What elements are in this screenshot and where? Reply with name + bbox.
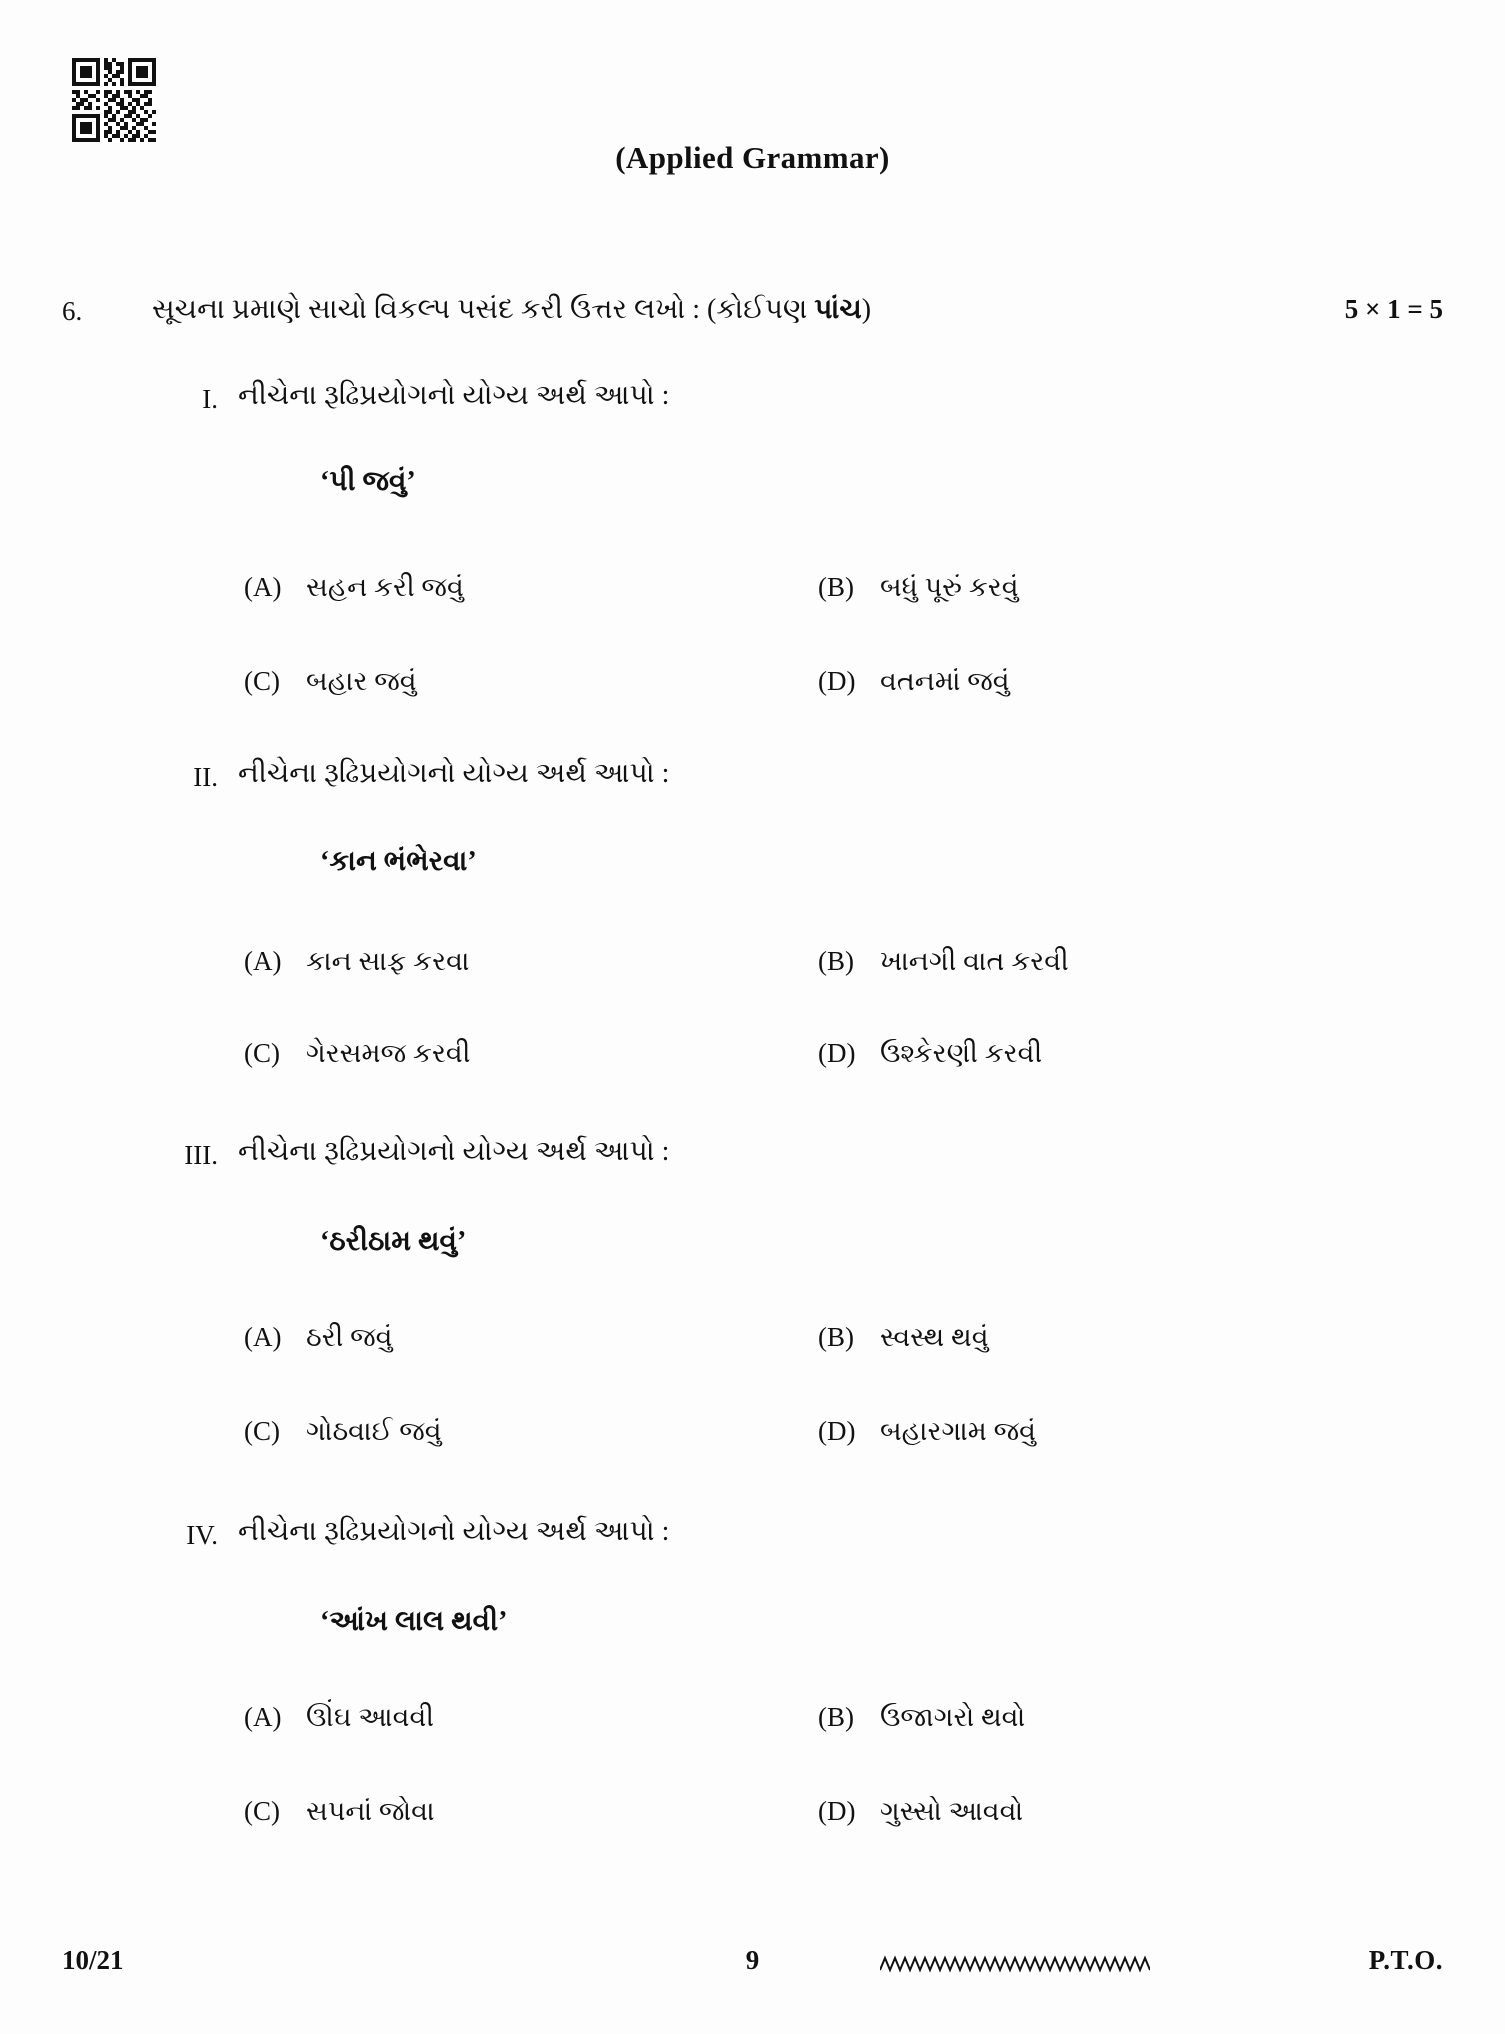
option-a-tag: (A) xyxy=(244,572,282,602)
option-c-tag: (C) xyxy=(244,1416,280,1446)
option-b[interactable] xyxy=(818,1702,1025,1734)
option-b-tag: (B) xyxy=(818,946,854,976)
option-b[interactable] xyxy=(818,572,1019,604)
question-marks: 5 × 1 = 5 xyxy=(1344,294,1443,324)
sub-question-idiom: ‘કાન ભંભેરવા’ xyxy=(320,846,477,877)
option-d-label: બહારગામ જવું xyxy=(880,1416,1036,1446)
option-a[interactable] xyxy=(244,1702,434,1734)
sub-question-idiom: ‘આંખ લાલ થવી’ xyxy=(320,1606,508,1637)
option-b[interactable] xyxy=(818,1322,989,1354)
option-a-tag: (A) xyxy=(244,1702,282,1732)
question-instruction-pre: સૂચના પ્રમાણે સાચો વિકલ્પ પસંદ કરી ઉત્તર લખો : (કોઈપણ xyxy=(152,294,815,325)
sub-question-roman: II. xyxy=(193,762,218,792)
option-a-tag: (A) xyxy=(244,946,282,976)
option-c-label: ગેરસમજ કરવી xyxy=(306,1038,471,1068)
section-title: (Applied Grammar) xyxy=(615,140,890,175)
sub-question-roman: I. xyxy=(202,384,218,414)
option-b-tag: (B) xyxy=(818,1702,854,1732)
option-c[interactable] xyxy=(244,1416,442,1448)
sub-question-prompt: નીચેના રૂઢિપ્રયોગનો યોગ્ય અર્થ આપો : xyxy=(238,758,670,789)
option-a[interactable] xyxy=(244,572,464,604)
option-a[interactable] xyxy=(244,1322,393,1354)
option-d-label: ગુસ્સો આવવો xyxy=(880,1796,1024,1826)
option-b-label: બધું પૂરું કરવું xyxy=(880,572,1019,602)
sub-question-prompt: નીચેના રૂઢિપ્રયોગનો યોગ્ય અર્થ આપો : xyxy=(238,1516,670,1547)
option-a-tag: (A) xyxy=(244,1322,282,1352)
question-instruction-post: ) xyxy=(861,294,872,325)
option-c[interactable] xyxy=(244,1038,470,1070)
question-instruction xyxy=(152,292,871,327)
sub-question-roman: III. xyxy=(184,1140,218,1170)
option-c-tag: (C) xyxy=(244,666,280,696)
option-d-tag: (D) xyxy=(818,1038,856,1068)
option-d-tag: (D) xyxy=(818,1416,856,1446)
option-d[interactable] xyxy=(818,1796,1023,1828)
option-c-label: બહાર જવું xyxy=(306,666,417,696)
question-number: 6. xyxy=(62,296,83,326)
option-b[interactable] xyxy=(818,946,1069,978)
turn-over-label: P.T.O. xyxy=(1368,1945,1443,1975)
paper-code: 10/21 xyxy=(62,1945,124,1975)
option-c-label: સપનાં જોવા xyxy=(306,1796,435,1826)
option-d[interactable] xyxy=(818,1416,1036,1448)
option-d-tag: (D) xyxy=(818,1796,856,1826)
zigzag-rule-icon xyxy=(880,1952,1150,1978)
option-a-label: ઊંઘ આવવી xyxy=(306,1702,435,1732)
qr-code-icon xyxy=(72,58,156,142)
option-a-label: ઠરી જવું xyxy=(306,1322,393,1352)
option-b-tag: (B) xyxy=(818,572,854,602)
option-d-label: વતનમાં જવું xyxy=(880,666,1010,696)
option-a[interactable] xyxy=(244,946,470,978)
option-d[interactable] xyxy=(818,666,1010,698)
option-d-tag: (D) xyxy=(818,666,856,696)
page-number: 9 xyxy=(745,1945,760,1975)
sub-question-idiom: ‘ઠરીઠામ થવું’ xyxy=(320,1226,467,1257)
option-b-label: સ્વસ્થ થવું xyxy=(880,1322,989,1352)
option-d-label: ઉશ્કેરણી કરવી xyxy=(880,1038,1043,1068)
option-c-label: ગોઠવાઈ જવું xyxy=(306,1416,442,1446)
sub-question-prompt: નીચેના રૂઢિપ્રયોગનો યોગ્ય અર્થ આપો : xyxy=(238,1136,670,1167)
option-c-tag: (C) xyxy=(244,1796,280,1826)
option-c[interactable] xyxy=(244,1796,435,1828)
sub-question-idiom: ‘પી જવું’ xyxy=(320,466,416,497)
question-instruction-emphasis: પાંચ xyxy=(814,294,862,325)
sub-question-roman: IV. xyxy=(186,1520,218,1550)
option-c-tag: (C) xyxy=(244,1038,280,1068)
option-a-label: કાન સાફ કરવા xyxy=(306,946,470,976)
option-d[interactable] xyxy=(818,1038,1042,1070)
sub-question-prompt: નીચેના રૂઢિપ્રયોગનો યોગ્ય અર્થ આપો : xyxy=(238,380,670,411)
option-c[interactable] xyxy=(244,666,417,698)
option-a-label: સહન કરી જવું xyxy=(306,572,464,602)
option-b-label: ઉજાગરો થવો xyxy=(880,1702,1026,1732)
option-b-label: ખાનગી વાત કરવી xyxy=(880,946,1069,976)
option-b-tag: (B) xyxy=(818,1322,854,1352)
